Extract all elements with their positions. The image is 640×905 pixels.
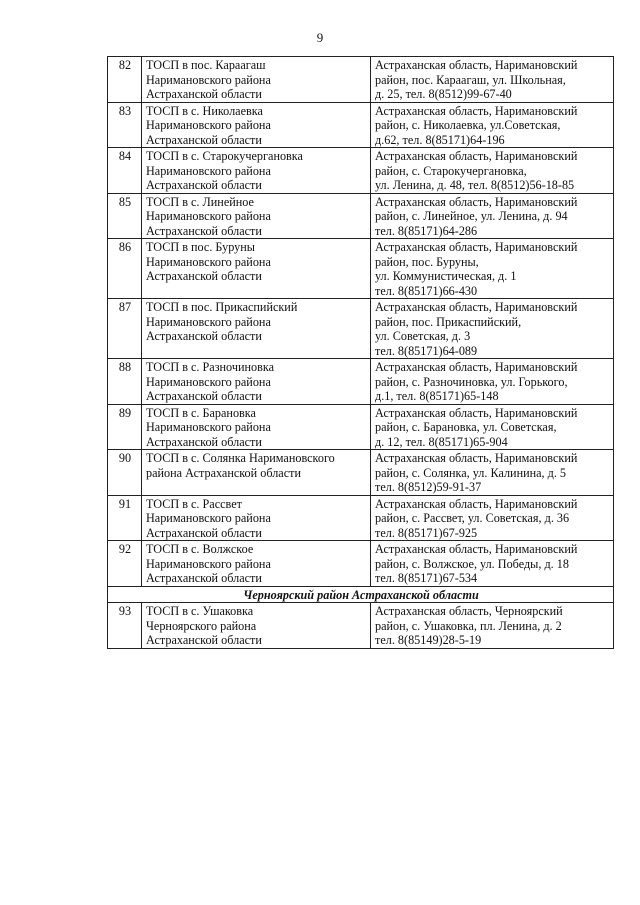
office-name-line: Наримановского района	[146, 118, 271, 132]
office-name-cell	[142, 495, 371, 541]
table-row	[108, 541, 614, 587]
address-line: Астраханская область, Черноярский	[375, 604, 563, 618]
office-name-line: ТОСП в с. Барановка	[146, 405, 256, 420]
address-line: район, пос. Караагаш, ул. Школьная,	[375, 72, 566, 87]
address-line: тел. 8(85149)28-5-19	[375, 633, 482, 647]
office-name-line: Астраханской области	[146, 132, 262, 147]
office-name-line: Астраханской области	[146, 87, 262, 101]
address-line: район, с. Ушаковка, пл. Ленина, д. 2	[375, 618, 562, 633]
address-line: ул. Коммунистическая, д. 1	[375, 269, 517, 283]
address-line: район, с. Солянка, ул. Калинина, д. 5	[375, 465, 567, 480]
office-name-cell	[142, 603, 371, 649]
address-line: Астраханская область, Наримановский	[375, 58, 578, 72]
address-cell	[371, 541, 614, 587]
office-name-line: Астраханской области	[146, 434, 262, 449]
row-number: 89	[108, 404, 142, 450]
table-row	[108, 359, 614, 405]
row-number: 83	[108, 102, 142, 148]
office-name-line: ТОСП в пос. Прикаспийский	[146, 300, 298, 314]
address-line: тел. 8(85171)64-089	[375, 343, 478, 358]
address-line: ул. Ленина, д. 48, тел. 8(8512)56-18-85	[375, 178, 575, 192]
table-row	[108, 603, 614, 649]
office-name-line: ТОСП в с. Волжское	[146, 542, 254, 556]
office-name-cell	[142, 359, 371, 405]
address-line: Астраханская область, Наримановский	[375, 103, 578, 118]
office-name-cell	[142, 404, 371, 450]
address-line: район, с. Барановка, ул. Советская,	[375, 420, 557, 434]
row-number: 86	[108, 239, 142, 299]
address-line: район, пос. Буруны,	[375, 254, 479, 269]
office-name-line: ТОСП в с. Старокучергановка	[146, 149, 303, 163]
office-name-line: Астраханской области	[146, 269, 262, 283]
office-name-line: Черноярского района	[146, 618, 257, 633]
address-cell	[371, 57, 614, 103]
office-name-cell	[142, 299, 371, 359]
row-number: 92	[108, 541, 142, 587]
row-number: 93	[108, 603, 142, 649]
row-number: 85	[108, 193, 142, 239]
office-name-line: Наримановского района	[146, 209, 271, 223]
table-body	[108, 57, 614, 649]
office-name-cell	[142, 239, 371, 299]
office-name-cell	[142, 102, 371, 148]
office-name-cell	[142, 57, 371, 103]
table-row	[108, 193, 614, 239]
office-name-cell	[142, 541, 371, 587]
address-cell	[371, 148, 614, 194]
row-number: 88	[108, 359, 142, 405]
row-number: 91	[108, 495, 142, 541]
office-name-line: района Астраханской области	[146, 465, 301, 480]
office-name-line: Наримановского района	[146, 254, 271, 269]
address-line: Астраханская область, Наримановский	[375, 496, 578, 511]
address-line: Астраханская область, Наримановский	[375, 360, 578, 374]
address-cell	[371, 359, 614, 405]
office-name-line: Астраханской области	[146, 329, 262, 343]
address-line: ул. Советская, д. 3	[375, 329, 471, 343]
address-cell	[371, 495, 614, 541]
address-line: район, с. Линейное, ул. Ленина, д. 94	[375, 209, 568, 223]
office-name-line: Наримановского района	[146, 556, 271, 571]
office-name-line: Наримановского района	[146, 72, 271, 87]
address-cell	[371, 299, 614, 359]
table-row	[108, 239, 614, 299]
row-number: 90	[108, 450, 142, 496]
address-line: Астраханская область, Наримановский	[375, 405, 578, 420]
address-line: Астраханская область, Наримановский	[375, 300, 578, 314]
address-line: тел. 8(85171)66-430	[375, 283, 478, 298]
address-line: район, с. Николаевка, ул.Советская,	[375, 118, 561, 132]
address-line: Астраханская область, Наримановский	[375, 149, 578, 163]
office-name-line: Астраханской области	[146, 571, 262, 585]
address-line: тел. 8(8512)59-91-37	[375, 480, 482, 494]
office-name-line: Наримановского района	[146, 420, 271, 434]
table-row	[108, 148, 614, 194]
address-line: Астраханская область, Наримановский	[375, 240, 578, 254]
address-line: тел. 8(85171)67-534	[375, 571, 478, 585]
address-line: Астраханская область, Наримановский	[375, 542, 578, 556]
address-cell	[371, 193, 614, 239]
office-name-line: ТОСП в пос. Буруны	[146, 240, 255, 254]
address-cell	[371, 450, 614, 496]
address-line: район, с. Рассвет, ул. Советская, д. 36	[375, 511, 570, 525]
office-name-line: ТОСП в пос. Караагаш	[146, 58, 266, 72]
address-cell	[371, 603, 614, 649]
address-line: д.1, тел. 8(85171)65-148	[375, 389, 499, 403]
office-name-line: ТОСП в с. Разночиновка	[146, 360, 274, 374]
office-name-line: Наримановского района	[146, 163, 271, 178]
address-line: д.62, тел. 8(85171)64-196	[375, 132, 505, 147]
office-name-line: Астраханской области	[146, 525, 262, 540]
address-line: д. 25, тел. 8(8512)99-67-40	[375, 87, 512, 101]
page-number: 9	[316, 30, 324, 45]
address-line: Астраханская область, Наримановский	[375, 451, 578, 465]
table-row	[108, 57, 614, 103]
table-row	[108, 102, 614, 148]
address-line: район, с. Старокучергановка,	[375, 163, 527, 178]
section-header-row	[108, 586, 614, 603]
office-name-line: Наримановского района	[146, 374, 271, 389]
office-name-line: ТОСП в с. Солянка Наримановского	[146, 451, 335, 465]
table-row	[108, 450, 614, 496]
office-name-line: ТОСП в с. Николаевка	[146, 103, 263, 118]
table-row	[108, 299, 614, 359]
office-name-line: Астраханской области	[146, 178, 262, 192]
row-number: 84	[108, 148, 142, 194]
office-name-line: ТОСП в с. Рассвет	[146, 496, 242, 511]
office-name-line: Астраханской области	[146, 389, 262, 403]
table-row	[108, 495, 614, 541]
address-line: д. 12, тел. 8(85171)65-904	[375, 434, 508, 449]
address-cell	[371, 102, 614, 148]
office-name-line: Наримановского района	[146, 314, 271, 329]
row-number: 87	[108, 299, 142, 359]
address-line: район, с. Волжское, ул. Победы, д. 18	[375, 556, 569, 571]
office-name-cell	[142, 450, 371, 496]
office-name-cell	[142, 148, 371, 194]
address-line: тел. 8(85171)67-925	[375, 525, 478, 540]
address-line: Астраханская область, Наримановский	[375, 194, 578, 209]
office-registry-table	[107, 56, 614, 649]
address-line: район, пос. Прикаспийский,	[375, 314, 522, 329]
section-title: Черноярский район Астраханской области	[108, 586, 614, 603]
office-name-cell	[142, 193, 371, 239]
office-name-line: Астраханской области	[146, 633, 262, 647]
office-name-line: ТОСП в с. Ушаковка	[146, 604, 254, 618]
table-row	[108, 404, 614, 450]
office-name-line: Астраханской области	[146, 223, 262, 238]
address-cell	[371, 239, 614, 299]
address-line: тел. 8(85171)64-286	[375, 223, 478, 238]
office-name-line: ТОСП в с. Линейное	[146, 194, 254, 209]
address-line: район, с. Разночиновка, ул. Горького,	[375, 374, 568, 389]
row-number: 82	[108, 57, 142, 103]
address-cell	[371, 404, 614, 450]
office-name-line: Наримановского района	[146, 511, 271, 525]
